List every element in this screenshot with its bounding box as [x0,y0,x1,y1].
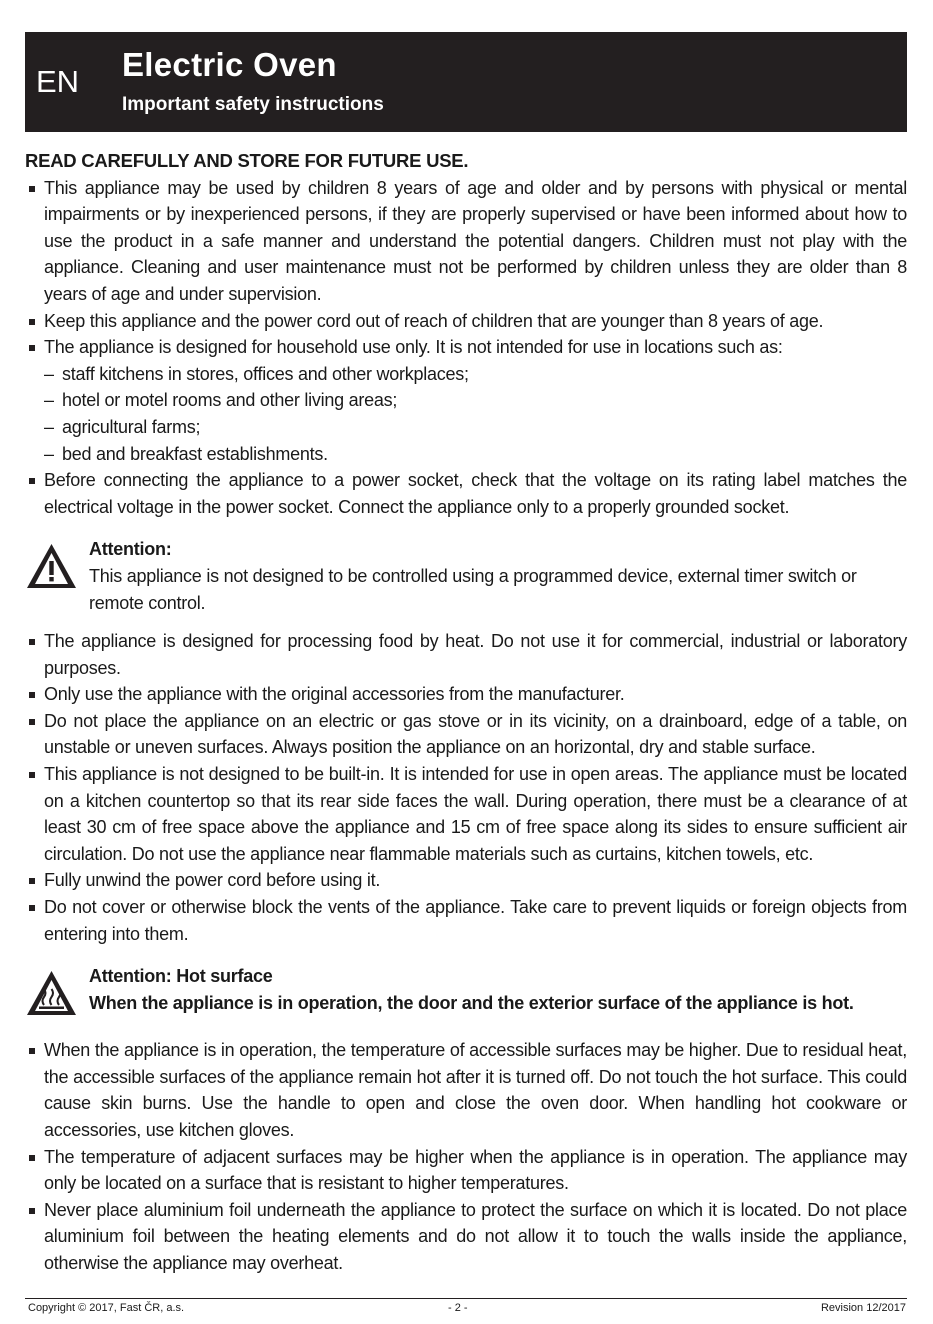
main-content [25,148,907,1277]
list-item [25,334,907,467]
safety-list-1 [25,175,907,521]
attention-text: This appliance is not designed to be controlled using a programmed device, external timer switch or remote control. [89,565,857,613]
footer-copyright: Copyright © 2017, Fast ČR, a.s. [28,1302,185,1314]
list-item: This appliance may be used by children 8 years of age and older and by persons with physical or mental impairments or by inexperienced persons, if they are properly supervised or have been informed about how to use the product in a safe manner and understand the potential dangers. Children must not play with the appliance. Cleaning and user maintenance must not be performed by children unless they are older than 8 years of age and under supervision. [25,175,907,308]
list-item: Fully unwind the power cord before using it. [25,867,907,894]
language-code: EN [36,64,80,99]
list-item: Do not cover or otherwise block the vents of the appliance. Take care to prevent liquids or foreign objects from entering into them. [25,894,907,947]
hot-surface-warning-icon [25,969,78,1017]
intro-heading: READ CAREFULLY AND STORE FOR FUTURE USE. [25,150,469,171]
list-item: Before connecting the appliance to a power socket, check that the voltage on its rating label matches the electrical voltage in the power socket. Connect the appliance only to a properly grounded socket. [25,467,907,520]
sublist-item: – staff kitchens in stores, offices and other workplaces; [44,361,907,388]
list-item: The temperature of adjacent surfaces may be higher when the appliance is in operation. The appliance may only be located on a surface that is resistant to higher temperatures. [25,1144,907,1197]
document-title: Electric Oven [122,46,337,83]
list-item: Keep this appliance and the power cord out of reach of children that are younger than 8 years of age. [25,308,907,335]
hot-surface-attention-box [25,963,907,1019]
list-item: Never place aluminium foil underneath the appliance to protect the surface on which it is located. Do not place aluminium foil between the heating elements and do not allow it to touch the walls inside the appliance, otherwise the appliance may overheat. [25,1197,907,1277]
attention-box [25,536,907,616]
list-item: Do not place the appliance on an electric or gas stove or in its vicinity, on a drainboard, edge of a table, on unstable or uneven surfaces. Always position the appliance on an horizontal, dry and stable surface. [25,708,907,761]
header-banner [25,32,907,132]
list-item: This appliance is not designed to be built-in. It is intended for use in open areas. The appliance must be located on a kitchen countertop so that its rear side faces the wall. During operation, there must be a clearance of at least 30 cm of free space above the appliance and 15 cm of free space along its sides to ensure sufficient air circulation. Do not use the appliance near flammable materials such as curtains, kitchen towels, etc. [25,761,907,867]
safety-list-2 [25,628,907,947]
sublist-item: – bed and breakfast establishments. [44,441,907,468]
list-item: Only use the appliance with the original accessories from the manufacturer. [25,681,907,708]
list-item: The appliance is designed for processing food by heat. Do not use it for commercial, industrial or laboratory purposes. [25,628,907,681]
list-item-text: The appliance is designed for household use only. It is not intended for use in locations such as: [44,337,783,358]
attention-title: Attention: [89,539,172,560]
attention-text: When the appliance is in operation, the door and the exterior surface of the appliance is hot. [89,992,854,1013]
document-subtitle: Important safety instructions [122,94,384,115]
sublist-item: – agricultural farms; [44,414,907,441]
list-item: When the appliance is in operation, the temperature of accessible surfaces may be higher. Due to residual heat, the accessible surfaces of the appliance remain hot after it is turned off. Do not touch the hot surface. This could cause skin burns. Use the handle to open and close the oven door. When handling hot cookware or accessories, use kitchen gloves. [25,1037,907,1143]
footer-page-number: - 2 - [448,1302,468,1314]
footer-divider [25,1298,907,1299]
footer-revision: Revision 12/2017 [820,1302,906,1314]
locations-sublist [25,361,907,467]
sublist-item: – hotel or motel rooms and other living areas; [44,387,907,414]
warning-exclamation-icon [25,542,78,590]
attention-title: Attention: Hot surface [89,966,273,987]
safety-list-3 [25,1037,907,1276]
